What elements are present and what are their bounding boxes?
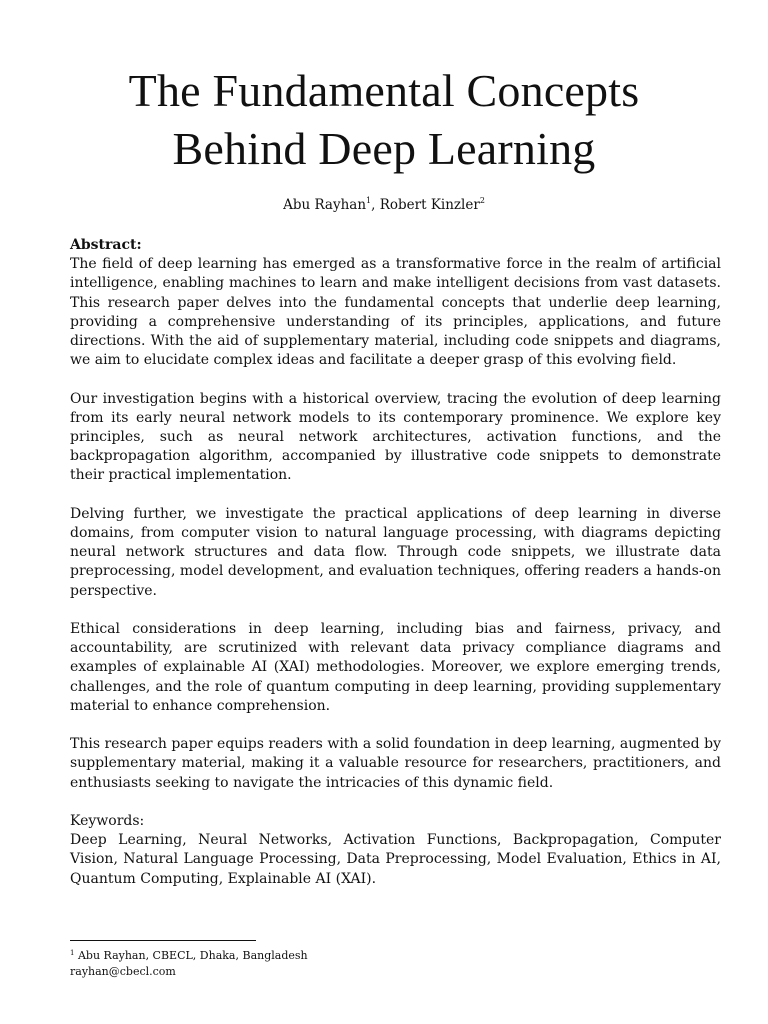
footnote-divider: [70, 940, 256, 941]
footnote-email: rayhan@cbecl.com: [70, 965, 176, 978]
abstract-heading: Abstract:: [70, 237, 142, 253]
abstract-paragraph-2: Our investigation begins with a historical overview, tracing the evolution of deep learning from its early neural network models to its contemporary prominence. We explore key principles, such as neural network architectures, activation functions, and the backpropagation algorithm, accompanied by illustrative code snippets to demonstrate their practical implementation.: [70, 390, 721, 484]
footnote: [70, 948, 570, 980]
author-affiliation-mark-1: 1: [366, 196, 372, 205]
author-separator: ,: [371, 197, 380, 213]
keywords-heading: Keywords:: [70, 813, 145, 830]
author-name-1: Abu Rayhan: [283, 197, 367, 213]
abstract-paragraph-1: The field of deep learning has emerged as a transformative force in the realm of artificial intelligence, enabling machines to learn and make intelligent decisions from vast datasets. This research paper delves into the fundamental concepts that underlie deep learning, providing a comprehensive understanding of its principles, applications, and future directions. With the aid of supplementary material, including code snippets and diagrams, we aim to elucidate complex ideas and facilitate a deeper grasp of this evolving field.: [70, 256, 721, 369]
footnote-affiliation: [70, 948, 570, 964]
title-line-2: Behind Deep Learning: [172, 123, 596, 174]
abstract-section: [70, 236, 721, 889]
title-line-1: The Fundamental Concepts: [128, 65, 640, 116]
abstract-paragraph-5: This research paper equips readers with a solid foundation in deep learning, augmented by supplementary material, making it a valuable resource for researchers, practitioners, and enthusiasts seeking to navigate the intricacies of this dynamic field.: [70, 736, 721, 791]
abstract-paragraph-3: Delving further, we investigate the practical applications of deep learning in diverse domains, from computer vision to natural language processing, with diagrams depicting neural network structures and data flow. Through code snippets, we illustrate data preprocessing, model development, and evaluation techniques, offering readers a hands-on perspective.: [70, 505, 721, 599]
keywords-list: Deep Learning, Neural Networks, Activation Functions, Backpropagation, Computer Vision, Natural Language Processing, Data Preprocessing, Model Evaluation, Ethics in AI, Quantum Computing, Explainable AI (XAI).: [70, 832, 721, 887]
abstract-paragraph-4: Ethical considerations in deep learning, including bias and fairness, privacy, and accountability, are scrutinized with relevant data privacy compliance diagrams and examples of explainable AI (XAI) methodologies. Moreover, we explore emerging trends, challenges, and the role of quantum computing in deep learning, providing supplementary material to enhance comprehension.: [70, 621, 721, 714]
footnote-affiliation-text: Abu Rayhan, CBECL, Dhaka, Bangladesh: [74, 949, 308, 962]
author-affiliation-mark-2: 2: [479, 196, 485, 205]
paper-title: [40, 62, 728, 178]
author-name-2: Robert Kinzler: [379, 197, 480, 213]
author-list: [0, 196, 768, 214]
footnote-mark: 1: [70, 949, 75, 957]
